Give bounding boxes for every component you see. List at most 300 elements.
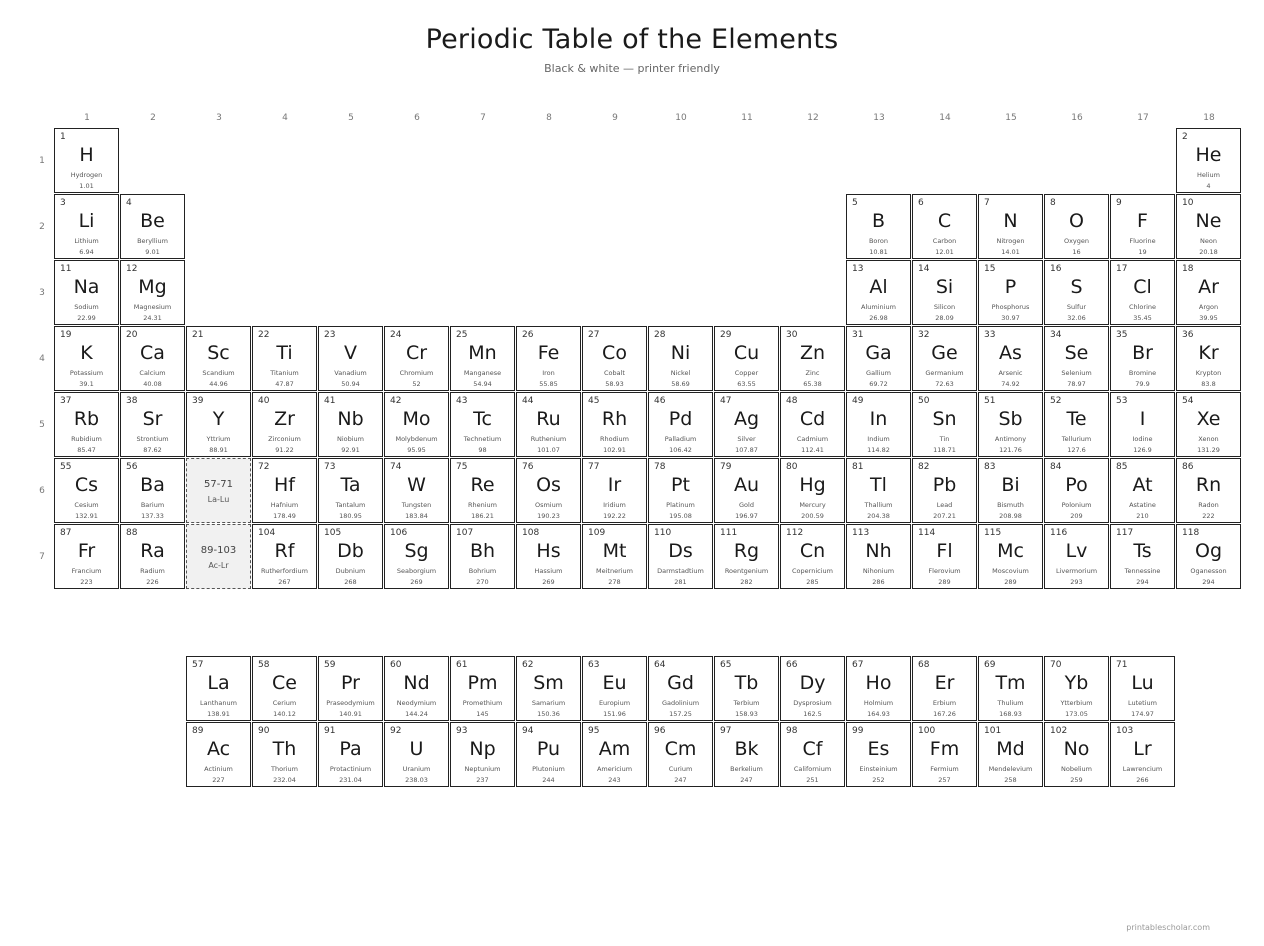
atomic-number: 79 [720, 462, 732, 472]
atomic-mass: 20.18 [1199, 248, 1218, 256]
element-cell[interactable] [516, 392, 581, 457]
element-cell[interactable] [1110, 458, 1175, 523]
atomic-mass: 178.49 [273, 512, 296, 520]
element-cell[interactable] [186, 656, 251, 721]
atomic-number: 2 [1182, 132, 1188, 142]
element-symbol: Cu [733, 342, 760, 364]
element-cell[interactable] [582, 524, 647, 589]
element-cell[interactable] [318, 722, 383, 787]
element-cell[interactable] [978, 326, 1043, 391]
element-cell[interactable] [1044, 260, 1109, 325]
element-name: Gold [739, 501, 754, 509]
atomic-number: 50 [918, 396, 930, 406]
element-cell[interactable] [384, 458, 449, 523]
element-cell[interactable] [780, 326, 845, 391]
element-cell[interactable] [846, 524, 911, 589]
element-cell[interactable] [1176, 260, 1241, 325]
atomic-mass: 196.97 [735, 512, 758, 520]
atomic-mass: 52 [412, 380, 421, 388]
atomic-number: 110 [654, 528, 672, 538]
element-cell[interactable] [978, 194, 1043, 259]
element-cell[interactable] [846, 260, 911, 325]
element-symbol: At [1132, 474, 1153, 496]
element-symbol: Og [1194, 540, 1222, 562]
element-cell[interactable] [54, 524, 119, 589]
element-symbol: Ni [670, 342, 691, 364]
element-cell[interactable] [1044, 392, 1109, 457]
element-symbol: K [80, 342, 93, 364]
element-cell[interactable] [582, 326, 647, 391]
element-cell[interactable] [318, 326, 383, 391]
element-cell[interactable] [120, 260, 185, 325]
atomic-mass: 180.95 [339, 512, 362, 520]
element-symbol: Mg [138, 276, 167, 298]
element-cell[interactable] [252, 458, 317, 523]
element-cell[interactable] [912, 260, 977, 325]
element-cell[interactable] [648, 326, 713, 391]
atomic-mass: 83.8 [1201, 380, 1216, 388]
atomic-number: 59 [324, 660, 336, 670]
element-symbol: Si [935, 276, 954, 298]
element-symbol: Nb [337, 408, 364, 430]
atomic-mass: 87.62 [143, 446, 162, 454]
element-cell[interactable] [582, 656, 647, 721]
atomic-number: 98 [786, 726, 798, 736]
element-symbol: Ra [140, 540, 165, 562]
atomic-number: 91 [324, 726, 336, 736]
atomic-number: 63 [588, 660, 600, 670]
atomic-mass: 268 [344, 578, 357, 586]
element-name: Phosphorus [991, 303, 1030, 311]
element-symbol: P [1004, 276, 1017, 298]
element-cell[interactable] [714, 656, 779, 721]
element-name: Manganese [463, 369, 502, 377]
atomic-mass: 192.22 [603, 512, 626, 520]
atomic-number: 28 [654, 330, 666, 340]
element-cell[interactable] [384, 656, 449, 721]
atomic-mass: 138.91 [207, 710, 230, 718]
element-symbol: Mt [602, 540, 627, 562]
element-symbol: Sc [207, 342, 230, 364]
element-cell[interactable] [186, 392, 251, 457]
element-cell[interactable] [780, 524, 845, 589]
element-cell[interactable] [1110, 326, 1175, 391]
element-cell[interactable] [1044, 656, 1109, 721]
element-name: Radon [1198, 501, 1219, 509]
element-name: Neodymium [396, 699, 437, 707]
atomic-mass: 102.91 [603, 446, 626, 454]
element-cell[interactable] [450, 458, 515, 523]
element-name: Darmstadtium [657, 567, 704, 575]
group-label: 17 [1137, 113, 1149, 123]
atomic-number: 43 [456, 396, 468, 406]
element-name: Sulfur [1066, 303, 1087, 311]
element-cell[interactable] [780, 722, 845, 787]
element-cell[interactable] [912, 392, 977, 457]
atomic-number: 113 [852, 528, 870, 538]
atomic-number: 101 [984, 726, 1002, 736]
atomic-mass: 238.03 [405, 776, 428, 784]
element-cell[interactable] [54, 458, 119, 523]
atomic-mass: 190.23 [537, 512, 560, 520]
element-cell[interactable] [450, 524, 515, 589]
group-label: 12 [807, 113, 819, 123]
atomic-number: 22 [258, 330, 270, 340]
element-cell[interactable] [120, 458, 185, 523]
element-cell[interactable] [846, 392, 911, 457]
element-name: Yttrium [206, 435, 231, 443]
element-symbol: Be [140, 210, 165, 232]
atomic-mass: 140.12 [273, 710, 296, 718]
atomic-mass: 144.24 [405, 710, 428, 718]
element-name: Einsteinium [859, 765, 898, 773]
element-symbol: Na [73, 276, 100, 298]
element-name: Dubnium [335, 567, 366, 575]
element-symbol: Am [598, 738, 631, 760]
atomic-mass: 294 [1136, 578, 1149, 586]
element-cell[interactable] [912, 326, 977, 391]
element-symbol: Md [996, 738, 1025, 760]
element-name: Iodine [1132, 435, 1153, 443]
element-name: Curium [668, 765, 693, 773]
element-symbol: S [1070, 276, 1083, 298]
element-cell[interactable] [780, 656, 845, 721]
atomic-number: 34 [1050, 330, 1062, 340]
atomic-mass: 14.01 [1001, 248, 1020, 256]
element-cell[interactable] [516, 656, 581, 721]
element-cell[interactable] [186, 326, 251, 391]
group-label: 16 [1071, 113, 1083, 123]
element-symbol: Ga [865, 342, 892, 364]
element-cell[interactable] [252, 656, 317, 721]
element-name: Nihonium [862, 567, 895, 575]
element-cell[interactable] [582, 722, 647, 787]
element-cell[interactable] [912, 656, 977, 721]
element-cell[interactable] [846, 722, 911, 787]
element-cell[interactable] [120, 194, 185, 259]
element-cell[interactable] [1176, 194, 1241, 259]
element-cell[interactable] [648, 524, 713, 589]
element-cell[interactable] [450, 392, 515, 457]
element-cell[interactable] [648, 722, 713, 787]
element-cell[interactable] [648, 392, 713, 457]
element-cell[interactable] [714, 524, 779, 589]
element-cell[interactable] [1110, 524, 1175, 589]
atomic-number: 40 [258, 396, 270, 406]
footer-credit: printablescholar.com [1126, 923, 1210, 932]
element-cell[interactable] [978, 722, 1043, 787]
element-symbol: Re [470, 474, 495, 496]
atomic-number: 115 [984, 528, 1002, 538]
atomic-number: 19 [60, 330, 72, 340]
atomic-number: 84 [1050, 462, 1062, 472]
atomic-number: 4 [126, 198, 132, 208]
element-name: Francium [71, 567, 102, 575]
element-symbol: F [1137, 210, 1148, 232]
element-cell[interactable] [252, 326, 317, 391]
atomic-number: 61 [456, 660, 468, 670]
element-symbol: Lr [1133, 738, 1152, 760]
element-cell[interactable] [780, 392, 845, 457]
element-cell[interactable] [978, 392, 1043, 457]
element-cell[interactable] [780, 458, 845, 523]
atomic-number: 109 [588, 528, 606, 538]
element-cell[interactable] [1044, 458, 1109, 523]
atomic-number: 88 [126, 528, 138, 538]
element-symbol: Xe [1196, 408, 1221, 430]
element-name: Tantalum [335, 501, 366, 509]
element-name: Zinc [805, 369, 820, 377]
element-symbol: Tb [734, 672, 759, 694]
element-cell[interactable] [318, 458, 383, 523]
element-cell[interactable] [582, 458, 647, 523]
group-label: 4 [282, 113, 288, 123]
element-name: Niobium [336, 435, 365, 443]
atomic-number: 75 [456, 462, 468, 472]
element-symbol: Es [867, 738, 890, 760]
element-cell[interactable] [978, 524, 1043, 589]
element-symbol: Cr [405, 342, 428, 364]
element-symbol: Ne [1195, 210, 1222, 232]
element-cell[interactable] [978, 260, 1043, 325]
element-name: Bohrium [468, 567, 497, 575]
atomic-mass: 204.38 [867, 512, 890, 520]
placeholder-range: 89-103 [200, 545, 237, 556]
atomic-mass: 39.1 [79, 380, 94, 388]
atomic-mass: 19 [1138, 248, 1147, 256]
element-cell[interactable] [1044, 524, 1109, 589]
element-cell[interactable] [714, 458, 779, 523]
element-cell[interactable] [1176, 326, 1241, 391]
period-label: 1 [39, 156, 45, 166]
atomic-mass: 58.93 [605, 380, 624, 388]
element-cell[interactable] [1044, 722, 1109, 787]
atomic-mass: 121.76 [999, 446, 1022, 454]
element-name: Ruthenium [530, 435, 567, 443]
element-cell[interactable] [54, 260, 119, 325]
element-symbol: As [999, 342, 1022, 364]
element-symbol: Fl [936, 540, 953, 562]
atomic-mass: 131.29 [1197, 446, 1220, 454]
element-symbol: Hg [799, 474, 826, 496]
element-symbol: U [409, 738, 424, 760]
element-symbol: Lv [1065, 540, 1088, 562]
element-cell[interactable] [1044, 194, 1109, 259]
period-label: 7 [39, 552, 45, 562]
element-cell[interactable] [714, 392, 779, 457]
element-cell[interactable] [384, 392, 449, 457]
element-cell[interactable] [912, 722, 977, 787]
element-cell[interactable] [384, 326, 449, 391]
element-name: Chlorine [1128, 303, 1157, 311]
element-symbol: C [937, 210, 952, 232]
element-name: Strontium [136, 435, 169, 443]
element-symbol: Sr [142, 408, 163, 430]
element-name: Hafnium [270, 501, 299, 509]
element-symbol: Li [78, 210, 95, 232]
atomic-mass: 47.87 [275, 380, 294, 388]
element-name: Aluminium [861, 303, 896, 311]
element-cell[interactable] [1176, 458, 1241, 523]
element-cell[interactable] [912, 524, 977, 589]
element-cell[interactable] [384, 524, 449, 589]
atomic-number: 67 [852, 660, 864, 670]
element-cell[interactable] [1176, 392, 1241, 457]
atomic-number: 95 [588, 726, 600, 736]
element-cell[interactable] [912, 458, 977, 523]
atomic-number: 27 [588, 330, 600, 340]
element-name: Lawrencium [1122, 765, 1163, 773]
element-cell[interactable] [120, 326, 185, 391]
element-cell[interactable] [450, 326, 515, 391]
element-cell[interactable] [516, 722, 581, 787]
element-name: Selenium [1061, 369, 1092, 377]
atomic-mass: 88.91 [209, 446, 228, 454]
element-symbol: Yb [1064, 672, 1089, 694]
element-symbol: Ts [1133, 540, 1152, 562]
element-cell[interactable] [252, 392, 317, 457]
element-cell[interactable] [1044, 326, 1109, 391]
element-cell[interactable] [846, 458, 911, 523]
element-cell[interactable] [54, 326, 119, 391]
atomic-mass: 247 [674, 776, 687, 784]
atomic-number: 96 [654, 726, 666, 736]
atomic-mass: 270 [476, 578, 489, 586]
atomic-number: 20 [126, 330, 138, 340]
atomic-mass: 173.05 [1065, 710, 1088, 718]
element-name: Gallium [866, 369, 891, 377]
element-cell[interactable] [1110, 656, 1175, 721]
element-symbol: Fe [537, 342, 560, 364]
element-symbol: Rf [274, 540, 295, 562]
atomic-number: 80 [786, 462, 798, 472]
group-label: 6 [414, 113, 420, 123]
element-cell[interactable] [54, 194, 119, 259]
element-symbol: Ti [276, 342, 293, 364]
element-cell[interactable] [846, 194, 911, 259]
element-cell[interactable] [1176, 524, 1241, 589]
element-cell[interactable] [54, 392, 119, 457]
element-cell[interactable] [846, 656, 911, 721]
atomic-number: 118 [1182, 528, 1200, 538]
element-symbol: Pt [671, 474, 690, 496]
element-cell[interactable] [846, 326, 911, 391]
element-cell[interactable] [516, 524, 581, 589]
period-label: 3 [39, 288, 45, 298]
element-cell[interactable] [450, 656, 515, 721]
element-cell[interactable] [318, 392, 383, 457]
element-name: Copernicium [792, 567, 833, 575]
element-cell[interactable] [648, 656, 713, 721]
atomic-mass: 26.98 [869, 314, 888, 322]
element-cell[interactable] [1110, 392, 1175, 457]
atomic-mass: 35.45 [1133, 314, 1152, 322]
element-symbol: Ge [931, 342, 958, 364]
atomic-number: 14 [918, 264, 930, 274]
element-cell[interactable] [978, 656, 1043, 721]
atomic-number: 15 [984, 264, 996, 274]
element-cell[interactable] [1110, 194, 1175, 259]
element-cell[interactable] [1110, 722, 1175, 787]
element-name: Tin [939, 435, 950, 443]
element-cell[interactable] [912, 194, 977, 259]
element-name: Tennessine [1124, 567, 1161, 575]
element-symbol: Ag [733, 408, 760, 430]
element-cell[interactable] [516, 458, 581, 523]
atomic-mass: 164.93 [867, 710, 890, 718]
element-cell[interactable] [318, 656, 383, 721]
element-cell[interactable] [1176, 128, 1241, 193]
atomic-number: 77 [588, 462, 600, 472]
atomic-number: 25 [456, 330, 468, 340]
element-symbol: Kr [1198, 342, 1219, 364]
element-name: Plutonium [532, 765, 565, 773]
element-name: Thorium [271, 765, 298, 773]
actinide-placeholder [186, 524, 251, 589]
atomic-mass: 127.6 [1067, 446, 1086, 454]
element-cell[interactable] [120, 524, 185, 589]
element-name: Palladium [664, 435, 697, 443]
atomic-mass: 63.55 [737, 380, 756, 388]
element-cell[interactable] [1110, 260, 1175, 325]
element-cell[interactable] [450, 722, 515, 787]
element-cell[interactable] [120, 392, 185, 457]
element-cell[interactable] [384, 722, 449, 787]
atomic-number: 8 [1050, 198, 1056, 208]
element-cell[interactable] [252, 722, 317, 787]
placeholder-range: 57-71 [203, 479, 234, 490]
element-name: Meitnerium [595, 567, 633, 575]
element-name: Americium [596, 765, 633, 773]
atomic-mass: 269 [542, 578, 555, 586]
element-cell[interactable] [582, 392, 647, 457]
element-symbol: Ba [140, 474, 165, 496]
atomic-mass: 258 [1004, 776, 1017, 784]
element-cell[interactable] [54, 128, 119, 193]
element-name: Hassium [534, 567, 563, 575]
atomic-number: 86 [1182, 462, 1194, 472]
atomic-mass: 243 [608, 776, 621, 784]
atomic-mass: 209 [1070, 512, 1083, 520]
atomic-mass: 140.91 [339, 710, 362, 718]
element-symbol: Nd [403, 672, 430, 694]
element-cell[interactable] [978, 458, 1043, 523]
element-cell[interactable] [648, 458, 713, 523]
atomic-mass: 6.94 [79, 248, 94, 256]
element-cell[interactable] [714, 326, 779, 391]
element-name: Iron [542, 369, 555, 377]
element-cell[interactable] [318, 524, 383, 589]
element-symbol: Co [602, 342, 627, 364]
group-label: 1 [84, 113, 90, 123]
element-name: Fermium [930, 765, 959, 773]
atomic-mass: 22.99 [77, 314, 96, 322]
element-cell[interactable] [252, 524, 317, 589]
element-symbol: Au [733, 474, 760, 496]
atomic-number: 31 [852, 330, 864, 340]
atomic-mass: 293 [1070, 578, 1083, 586]
atomic-number: 45 [588, 396, 600, 406]
element-name: Moscovium [992, 567, 1029, 575]
atomic-mass: 145 [476, 710, 489, 718]
element-cell[interactable] [516, 326, 581, 391]
period-label: 6 [39, 486, 45, 496]
element-cell[interactable] [714, 722, 779, 787]
element-cell[interactable] [186, 722, 251, 787]
element-name: Lead [936, 501, 953, 509]
element-name: Barium [140, 501, 165, 509]
element-symbol: Pd [668, 408, 693, 430]
